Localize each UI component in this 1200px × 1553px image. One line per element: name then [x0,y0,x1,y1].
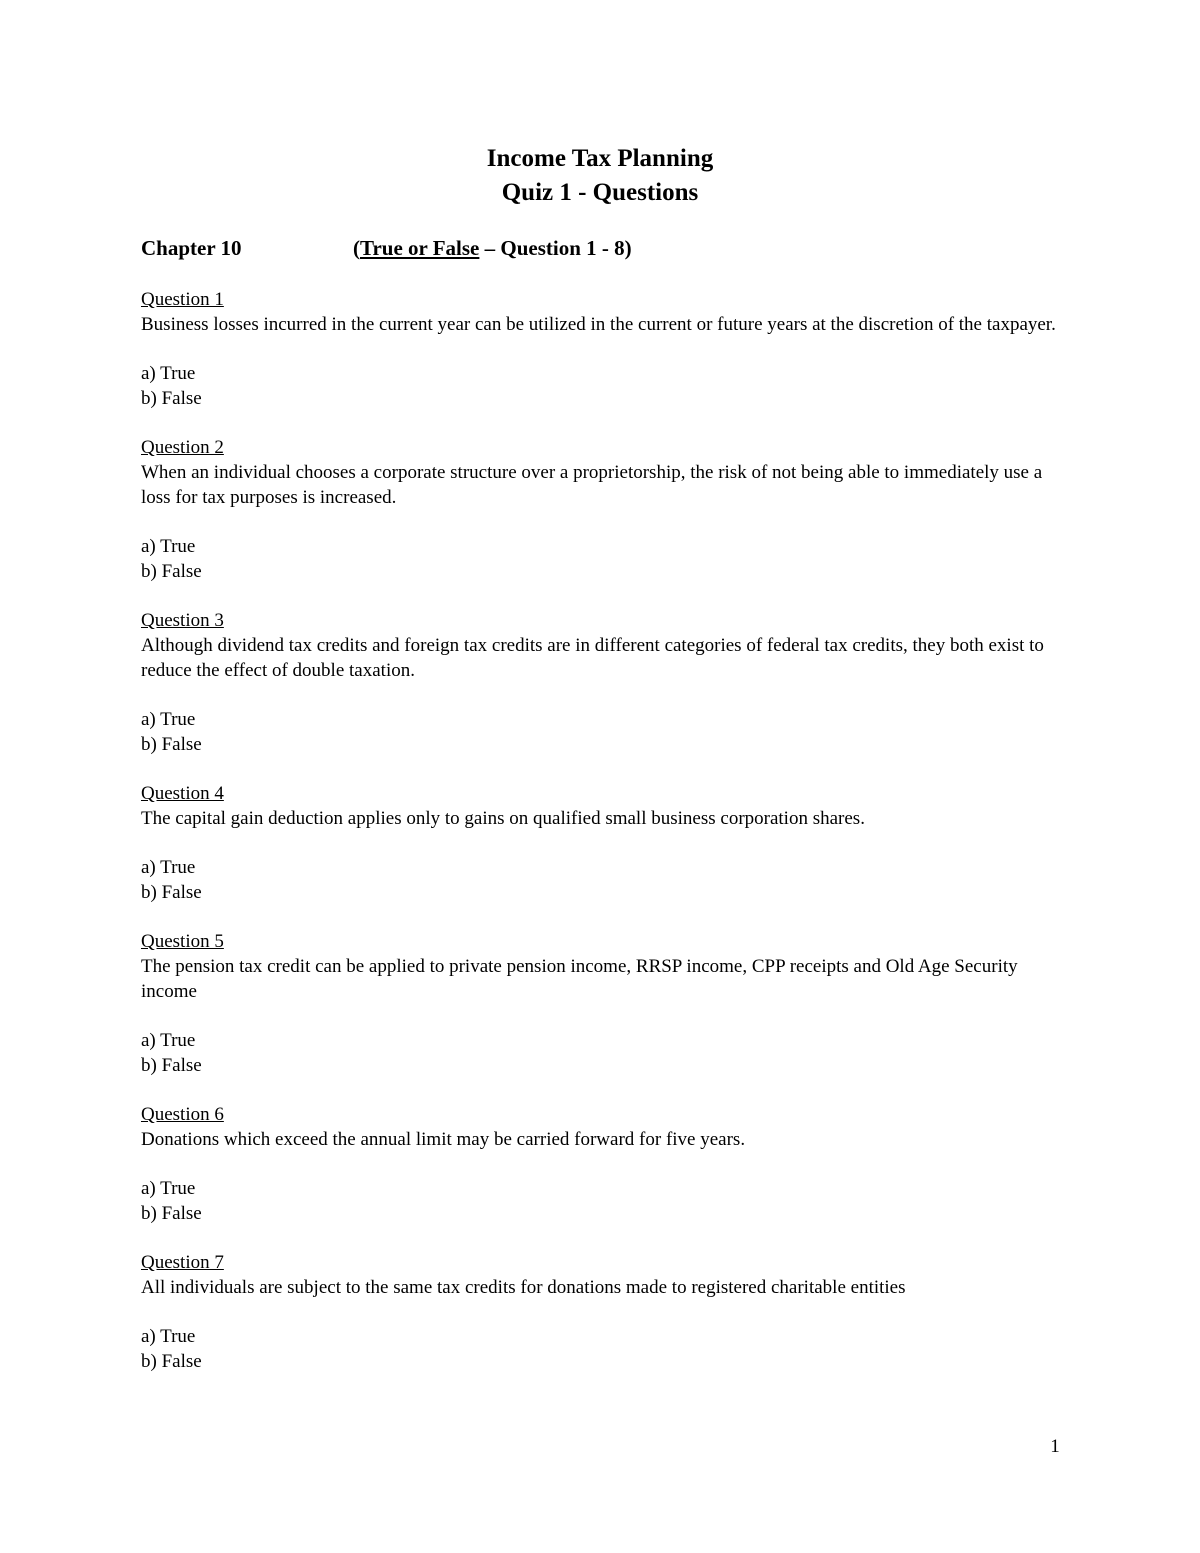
question-heading: Question 7 [141,1252,224,1273]
question-text: All individuals are subject to the same tax credits for donations made to registered charitable entities [141,1277,906,1298]
question-item [141,1102,1071,1226]
chapter-heading [141,234,632,262]
chapter-section-type: True or False [360,236,480,260]
question-heading: Question 2 [141,437,224,458]
answer-options [141,534,1071,584]
question-text: When an individual chooses a corporate structure over a proprietorship, the risk of not being able to immediately use a loss for tax purposes is increased. [141,462,1043,508]
option-true: a) True [141,363,196,384]
question-text: Business losses incurred in the current year can be utilized in the current or future years at the discretion of the taxpayer. [141,314,1056,335]
question-list [141,287,1071,1398]
question-item [141,435,1071,584]
option-true: a) True [141,536,196,557]
option-false: b) False [141,882,202,903]
option-true: a) True [141,709,196,730]
option-true: a) True [141,1178,196,1199]
option-false: b) False [141,734,202,755]
option-true: a) True [141,857,196,878]
question-heading: Question 1 [141,289,224,310]
answer-options [141,1028,1071,1078]
option-false: b) False [141,561,202,582]
question-text: Although dividend tax credits and foreign tax credits are in different categories of federal tax credits, they both exist to reduce the effect of double taxation. [141,635,1044,681]
answer-options [141,1324,1071,1374]
question-text: The capital gain deduction applies only to gains on qualified small business corporation shares. [141,808,865,829]
question-text: Donations which exceed the annual limit may be carried forward for five years. [141,1129,746,1150]
title-block [0,142,1200,210]
question-heading: Question 5 [141,931,224,952]
option-false: b) False [141,1055,202,1076]
question-heading: Question 6 [141,1104,224,1125]
chapter-range: – Question 1 - 8) [479,236,632,260]
question-item [141,929,1071,1078]
chapter-label: Chapter 10 [141,236,242,260]
answer-options [141,1176,1071,1226]
question-heading: Question 3 [141,610,224,631]
page-number: 1 [1050,1436,1060,1457]
question-item [141,781,1071,905]
option-false: b) False [141,388,202,409]
chapter-paren-open: ( [353,236,360,260]
question-item [141,608,1071,757]
option-false: b) False [141,1203,202,1224]
answer-options [141,707,1071,757]
answer-options [141,855,1071,905]
option-true: a) True [141,1326,196,1347]
question-item [141,287,1071,411]
question-heading: Question 4 [141,783,224,804]
question-text: The pension tax credit can be applied to private pension income, RRSP income, CPP receipts and Old Age Security income [141,956,1018,1002]
answer-options [141,361,1071,411]
document-title: Income Tax Planning [486,145,714,172]
document-subtitle: Quiz 1 - Questions [501,179,699,206]
option-true: a) True [141,1030,196,1051]
option-false: b) False [141,1351,202,1372]
question-item [141,1250,1071,1374]
